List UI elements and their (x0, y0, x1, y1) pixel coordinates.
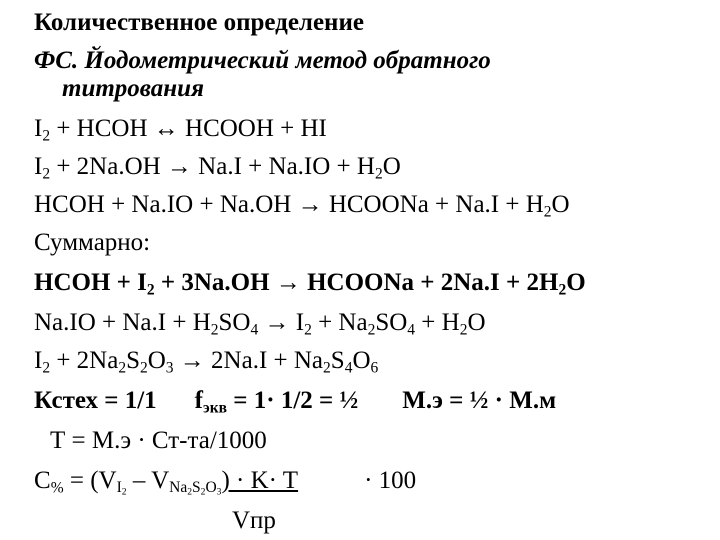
eq5-part: O (467, 309, 486, 336)
eq4-sub: 2 (558, 281, 567, 299)
percent-formula-denominator: Vпр (232, 507, 276, 534)
eq2-sub: 2 (42, 165, 51, 183)
eq6-sub: 2 (42, 359, 51, 377)
pf-c: C (34, 467, 51, 494)
eq6-part: → 2Na.I + Na (173, 347, 324, 374)
eq5-part: SO (375, 309, 408, 336)
equation-summary (34, 268, 586, 298)
eq5-part: + H (415, 309, 460, 336)
eq5-sub: 2 (304, 321, 312, 339)
equation-3 (34, 190, 570, 220)
heading-method-cont: титрования (62, 75, 204, 102)
eq5-sub: 4 (407, 321, 416, 339)
eq6-sub: 2 (323, 359, 331, 377)
eq5-part: Na.IO + Na.I + H (34, 309, 211, 336)
pf-v1-sub (116, 479, 127, 499)
eq6-part: + 2Na (50, 347, 119, 374)
pf-c-sub: % (50, 479, 64, 497)
pf-minus: – V (126, 467, 170, 494)
eq6-sub: 3 (165, 359, 174, 377)
pf-v2-s: S (192, 479, 201, 497)
pf-v2-o-sub: 3 (216, 487, 222, 499)
f-label: f (194, 387, 203, 414)
eq3-part: O (551, 191, 570, 218)
eq2-part: + 2Na.OH → Na.I + Na.IO + H (50, 153, 375, 180)
pf-v1-sub-a: I (116, 479, 122, 497)
eq3-sub: 2 (543, 203, 552, 221)
eq5-sub: 2 (367, 321, 376, 339)
eq6-sub: 2 (139, 359, 148, 377)
pf-v2-s-sub: 2 (200, 487, 206, 499)
pf-v2-sub (169, 479, 222, 499)
eq6-sub: 2 (118, 359, 127, 377)
eq6-part: O (352, 347, 371, 374)
summary-label: Суммарно: (34, 229, 151, 256)
eq2-part: O (382, 153, 401, 180)
equivalence-factor (194, 387, 359, 417)
equation-4 (34, 308, 486, 338)
eq3-part: HCOH + Na.IO + Na.OH → HCOONa + Na.I + H (34, 191, 544, 218)
pf-close: ) · K· T (221, 467, 299, 494)
eq1-sub: 2 (42, 127, 51, 145)
titer-formula: Т = М.э · Ст-та/1000 (50, 427, 267, 454)
pf-times-100: · 100 (364, 467, 417, 494)
f-value: = 1· 1/2 = ½ (227, 387, 359, 414)
eq6-sub: 6 (370, 359, 379, 377)
eq4-part: O (566, 269, 586, 296)
eq1-part: + HCOH ↔ HCOOH + HI (50, 115, 327, 142)
pf-v2-na: Na (169, 479, 188, 497)
pf-v2-o: O (205, 479, 217, 497)
eq6-part: S (330, 347, 345, 374)
pf-numerator-tail (221, 467, 356, 494)
eq2-sub: 2 (374, 165, 383, 183)
equation-5 (34, 346, 378, 376)
eq6-part: I (34, 347, 43, 374)
pf-v2-na-sub: 2 (187, 487, 193, 499)
stoichiometry-line (34, 386, 556, 416)
eq5-part: + Na (311, 309, 368, 336)
equation-2 (34, 152, 401, 182)
eq6-sub: 4 (344, 359, 353, 377)
eq5-part: → I (258, 309, 305, 336)
eq4-part: HCOH + I (34, 269, 147, 296)
eq6-part: S (126, 347, 140, 374)
eq4-part: + 3Na.OH → HCOONa + 2Na.I + 2H (154, 269, 559, 296)
pf-eq: = (V (63, 467, 117, 494)
eq5-sub: 2 (459, 321, 468, 339)
stoich-coefficient: Кстех = 1/1 (34, 387, 157, 414)
heading-quantitative: Количественное определение (34, 9, 364, 36)
eq6-part: O (147, 347, 166, 374)
eq5-sub: 4 (250, 321, 259, 339)
eq5-part: SO (218, 309, 251, 336)
eq2-part: I (34, 153, 43, 180)
f-sub: экв (203, 399, 227, 417)
molar-mass-equivalent: М.э = ½ · М.м (402, 387, 557, 414)
eq5-sub: 2 (210, 321, 219, 339)
percent-formula (34, 466, 417, 499)
equation-1 (34, 114, 327, 144)
eq4-sub: 2 (146, 281, 155, 299)
heading-method: ФС. Йодометрический метод обратного (34, 47, 491, 74)
eq1-part: I (34, 115, 43, 142)
pf-v1-sub-b: 2 (121, 487, 127, 499)
